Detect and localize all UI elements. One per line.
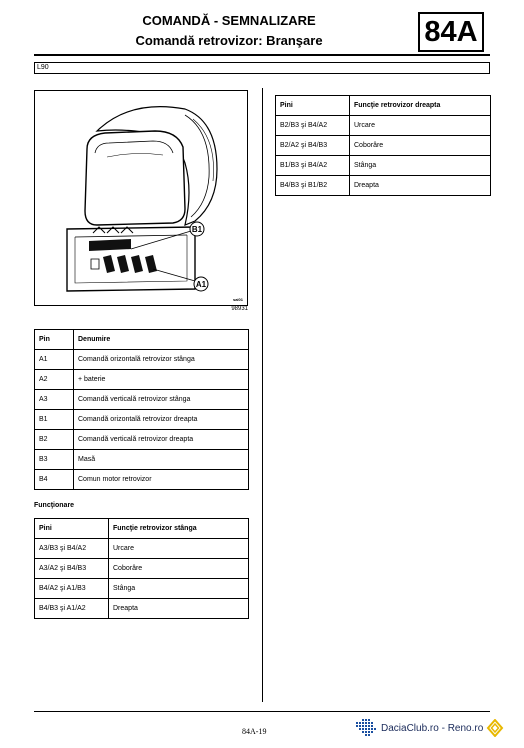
header-pini: Pini — [35, 519, 109, 539]
brand-watermark — [356, 717, 504, 739]
model-label: L90 — [37, 64, 49, 71]
pin-cell: B2 — [35, 430, 74, 450]
function-cell: Coborâre — [350, 136, 491, 156]
function-cell: Stânga — [109, 579, 249, 599]
header-function: Funcţie retrovizor dreapta — [350, 96, 491, 116]
pin-cell: B3 — [35, 450, 74, 470]
table-header-row — [276, 96, 491, 116]
pins-cell: B4/A2 şi A1/B3 — [35, 579, 109, 599]
description-cell: Comandă orizontală retrovizor dreapta — [74, 410, 249, 430]
header-function: Funcţie retrovizor stânga — [109, 519, 249, 539]
pins-cell: B2/B3 şi B4/A2 — [276, 116, 350, 136]
pins-cell: B4/B3 şi A1/A2 — [35, 599, 109, 619]
table-row — [35, 539, 249, 559]
page-subtitle: Comandă retrovizor: Branşare — [135, 33, 323, 48]
table-header-row — [35, 330, 249, 350]
description-cell: Comun motor retrovizor — [74, 470, 249, 490]
header-denumire: Denumire — [74, 330, 249, 350]
function-cell: Dreapta — [109, 599, 249, 619]
description-cell: Masă — [74, 450, 249, 470]
table-row — [276, 116, 491, 136]
table-row — [35, 450, 249, 470]
description-cell: Comandă verticală retrovizor stânga — [74, 390, 249, 410]
table-row — [35, 579, 249, 599]
renault-diamond-icon — [486, 719, 504, 737]
model-bar — [34, 62, 490, 74]
column-divider — [262, 88, 263, 702]
pins-cell: A3/A2 şi B4/B3 — [35, 559, 109, 579]
pin-cell: B1 — [35, 410, 74, 430]
functionare-heading: Funcţionare — [34, 502, 75, 509]
pin-cell: A3 — [35, 390, 74, 410]
table-row — [35, 350, 249, 370]
header-pini: Pini — [276, 96, 350, 116]
table-row — [35, 599, 249, 619]
section-code: 84A — [418, 12, 484, 52]
description-cell: Comandă verticală retrovizor dreapta — [74, 430, 249, 450]
pins-cell: B2/A2 şi B4/B3 — [276, 136, 350, 156]
callout-a1: A1 — [195, 280, 207, 289]
function-cell: Stânga — [350, 156, 491, 176]
brand-grid-icon — [356, 718, 378, 738]
brand-text: DaciaClub.ro - Reno.ro — [381, 722, 484, 734]
connector-figure — [34, 90, 248, 306]
header-pin: Pin — [35, 330, 74, 350]
table-row — [276, 156, 491, 176]
function-cell: Urcare — [350, 116, 491, 136]
right-mirror-function-table — [275, 95, 491, 196]
left-mirror-function-table — [34, 518, 249, 619]
pins-cell: B4/B3 şi B1/B2 — [276, 176, 350, 196]
table-row — [35, 390, 249, 410]
figure-small-label: sai01 — [232, 297, 243, 302]
table-row — [276, 136, 491, 156]
table-row — [35, 410, 249, 430]
page-title: COMANDĂ - SEMNALIZARE — [142, 13, 316, 28]
function-cell: Coborâre — [109, 559, 249, 579]
pins-cell: A3/B3 şi B4/A2 — [35, 539, 109, 559]
table-row — [35, 430, 249, 450]
table-row — [35, 559, 249, 579]
page-number: 84A-19 — [242, 727, 267, 736]
footer-rule — [34, 711, 490, 712]
callout-b1: B1 — [191, 225, 203, 234]
description-cell: + baterie — [74, 370, 249, 390]
pin-cell: A1 — [35, 350, 74, 370]
pin-cell: B4 — [35, 470, 74, 490]
connector-illustration — [35, 91, 247, 305]
header-rule — [34, 54, 490, 56]
table-row — [276, 176, 491, 196]
table-row — [35, 470, 249, 490]
description-cell: Comandă orizontală retrovizor stânga — [74, 350, 249, 370]
pins-cell: B1/B3 şi B4/A2 — [276, 156, 350, 176]
figure-ref-number: 98931 — [231, 306, 248, 312]
table-header-row — [35, 519, 249, 539]
table-row — [35, 370, 249, 390]
pin-table — [34, 329, 249, 490]
pin-cell: A2 — [35, 370, 74, 390]
function-cell: Dreapta — [350, 176, 491, 196]
function-cell: Urcare — [109, 539, 249, 559]
